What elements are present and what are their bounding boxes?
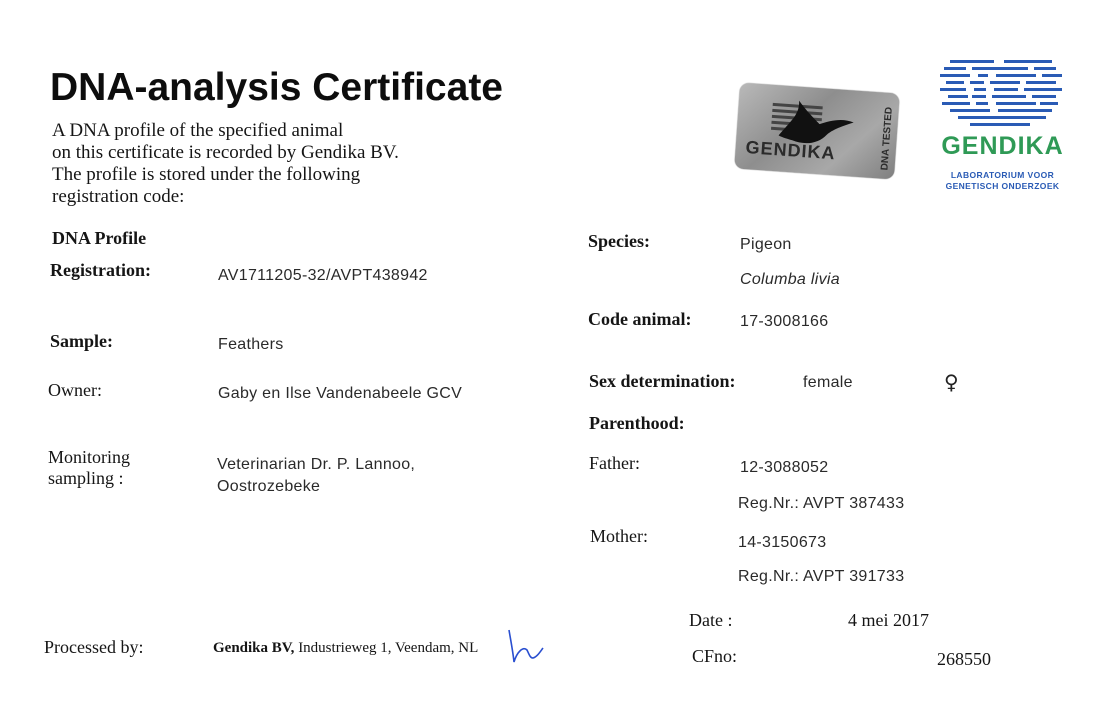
species-common-value: Pigeon (740, 236, 792, 253)
intro-line: registration code: (52, 186, 185, 207)
dna-profile-heading: DNA Profile (52, 228, 147, 248)
parenthood-label: Parenthood: (589, 413, 685, 433)
processor-info (213, 640, 478, 657)
processed-by-label: Processed by: (44, 637, 144, 657)
mother-reg-value: Reg.Nr.: AVPT 391733 (738, 568, 905, 585)
code-animal-value: 17-3008166 (740, 313, 829, 330)
dna-barcode-logo-icon (940, 58, 1062, 128)
father-code-value: 12-3088052 (740, 459, 829, 476)
date-label: Date : (689, 610, 733, 630)
intro-line: on this certificate is recorded by Gendika BV. (52, 142, 399, 163)
owner-value: Gaby en Ilse Vandenabeele GCV (218, 385, 463, 402)
registration-value: AV1711205-32/AVPT438942 (218, 267, 428, 284)
page-title: DNA-analysis Certificate (50, 66, 503, 109)
intro-line: A DNA profile of the specified animal (52, 120, 344, 141)
father-reg-value: Reg.Nr.: AVPT 387433 (738, 495, 905, 512)
father-label: Father: (589, 453, 640, 473)
logo-subtitle-line: LABORATORIUM VOOR (950, 170, 1055, 180)
monitoring-sampling-label (48, 447, 130, 489)
sex-determination-label: Sex determination: (589, 371, 736, 391)
mother-label: Mother: (590, 526, 648, 546)
species-latin-value: Columba livia (740, 271, 840, 288)
logo-subtitle (934, 170, 1071, 192)
date-value: 4 mei 2017 (848, 610, 929, 630)
intro-text (52, 120, 399, 208)
signature-mark (505, 628, 545, 664)
sticker-tested-text: DNA TESTED (879, 106, 895, 171)
sex-value: female (803, 374, 853, 391)
processor-address: Industrieweg 1, Veendam, NL (294, 640, 479, 656)
mother-code-value: 14-3150673 (738, 534, 827, 551)
dna-tested-hologram-sticker (734, 83, 900, 180)
code-animal-label: Code animal: (588, 309, 692, 329)
monitoring-sampling-value (217, 454, 415, 498)
monitoring-label-line: Monitoring (48, 447, 131, 467)
sample-value: Feathers (218, 336, 284, 353)
logo-brand-name: GENDIKA (941, 132, 1064, 160)
cfno-value: 268550 (937, 649, 991, 669)
monitoring-value-line: Oostrozebeke (217, 478, 321, 495)
female-symbol-icon: ♀ (944, 370, 959, 394)
sample-label: Sample: (50, 331, 113, 351)
logo-subtitle-line: GENETISCH ONDERZOEK (945, 181, 1060, 191)
processor-name: Gendika BV, (213, 640, 295, 656)
cfno-label: CFno: (692, 646, 738, 666)
monitoring-label-line: sampling : (48, 468, 124, 488)
sticker-brand-text: GENDIKA (745, 137, 837, 164)
registration-label: Registration: (50, 260, 151, 280)
species-label: Species: (588, 231, 650, 251)
owner-label: Owner: (48, 380, 102, 400)
intro-line: The profile is stored under the following (52, 164, 361, 185)
monitoring-value-line: Veterinarian Dr. P. Lannoo, (217, 456, 416, 473)
